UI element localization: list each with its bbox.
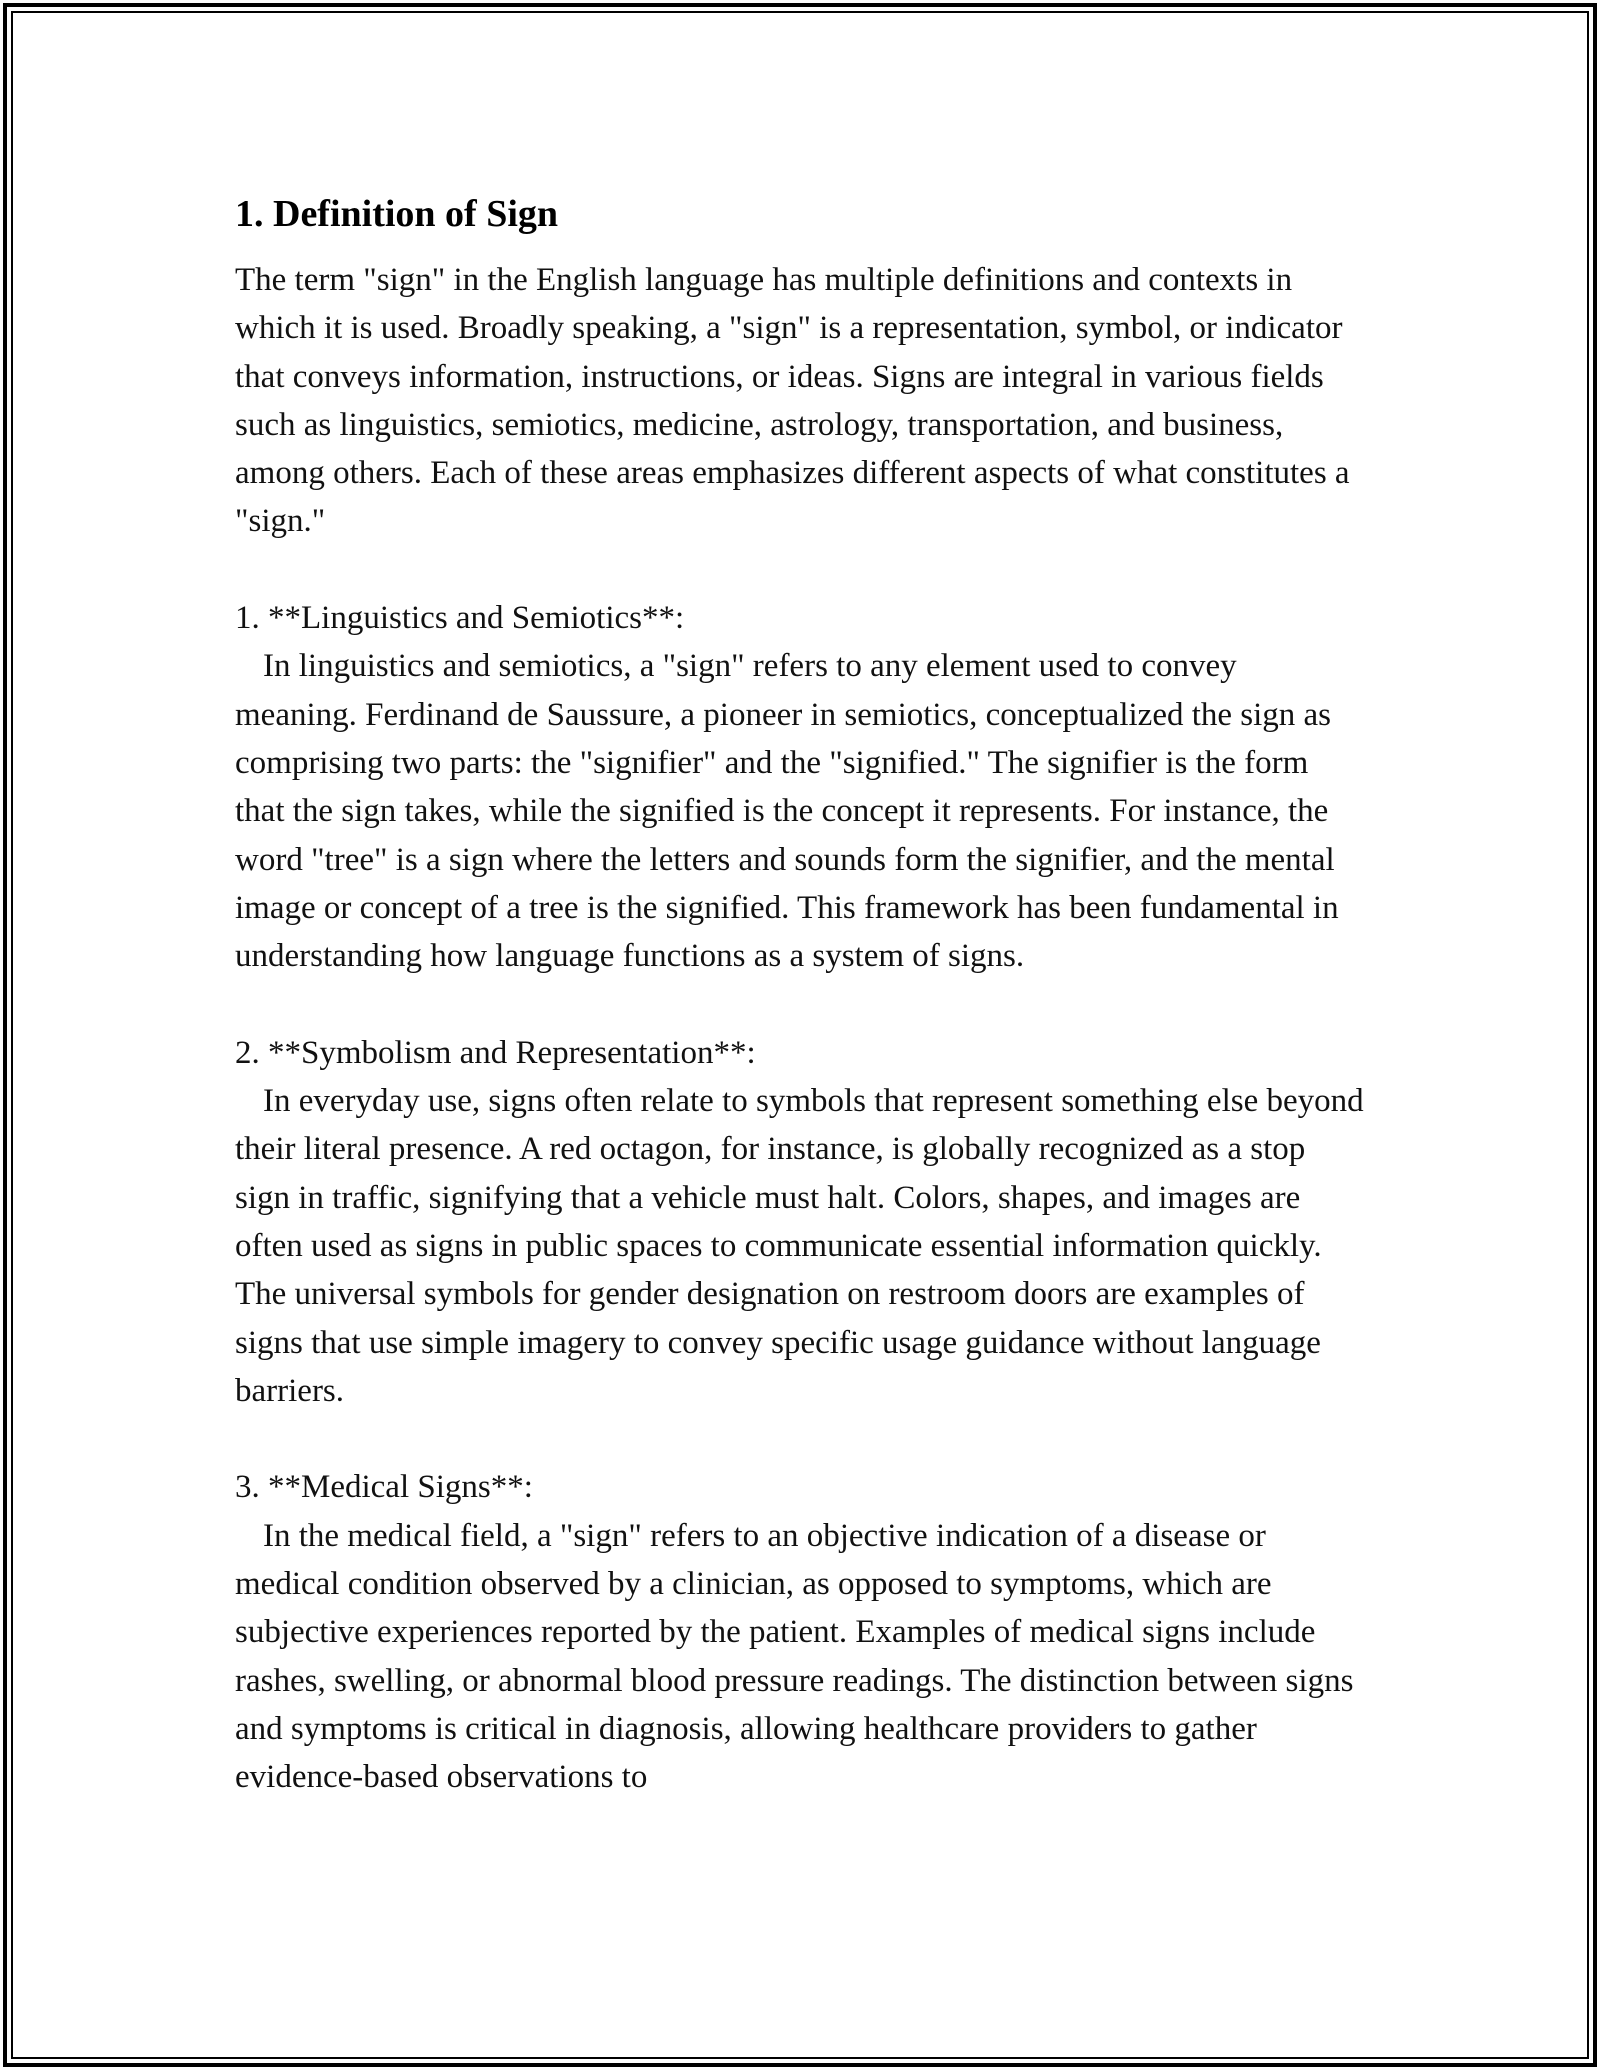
- section-medical: [235, 1463, 1365, 1801]
- document-body: [235, 182, 1365, 1802]
- section-heading: 2. **Symbolism and Representation**:: [235, 1034, 756, 1071]
- paragraph-spacer: [235, 980, 1365, 1028]
- section-heading: 3. **Medical Signs**:: [235, 1469, 533, 1506]
- document-title: 1. Definition of Sign: [235, 193, 559, 235]
- section-heading: 1. **Linguistics and Semiotics**:: [235, 600, 685, 637]
- paragraph-spacer: [235, 546, 1365, 594]
- paragraph-spacer: [235, 1415, 1365, 1463]
- section-linguistics: [235, 594, 1365, 980]
- section-body: In linguistics and semiotics, a "sign" refers to any element used to convey meaning. Ferdinand de Saussure, a pioneer in semiotics, conceptualized the sign as comprising two parts: the "signifier" and the "signified." The signifier is the form that the sign takes, while the signified is the concept it represents. For instance, the word "tree" is a sign where the letters and sounds form the signifier, and the mental image or concept of a tree is the signified. This framework has been fundamental in understanding how language functions as a system of signs.: [235, 648, 1339, 975]
- section-body: In everyday use, signs often relate to symbols that represent something else beyond their literal presence. A red octagon, for instance, is globally recognized as a stop sign in traffic, signifying that a vehicle must halt. Colors, shapes, and images are often used as signs in public spaces to communicate essential information quickly. The universal symbols for gender designation on restroom doors are examples of signs that use simple imagery to convey specific usage guidance without language barriers.: [235, 1083, 1364, 1409]
- intro-paragraph: The term "sign" in the English language has multiple definitions and contexts in which it is used. Broadly speaking, a "sign" is a representation, symbol, or indicator that conveys information, instructions, or ideas. Signs are integral in various fields such as linguistics, semiotics, medicine, astrology, transportation, and business, among others. Each of these areas emphasizes different aspects of what constitutes a "sign.": [235, 262, 1350, 540]
- section-symbolism: [235, 1029, 1365, 1415]
- section-body: In the medical field, a "sign" refers to an objective indication of a disease or medical condition observed by a clinician, as opposed to symptoms, which are subjective experiences reported by the patient. Examples of medical signs include rashes, swelling, or abnormal blood pressure readings. The distinction between signs and symptoms is critical in diagnosis, allowing healthcare providers to gather evidence-based observations to: [235, 1517, 1354, 1796]
